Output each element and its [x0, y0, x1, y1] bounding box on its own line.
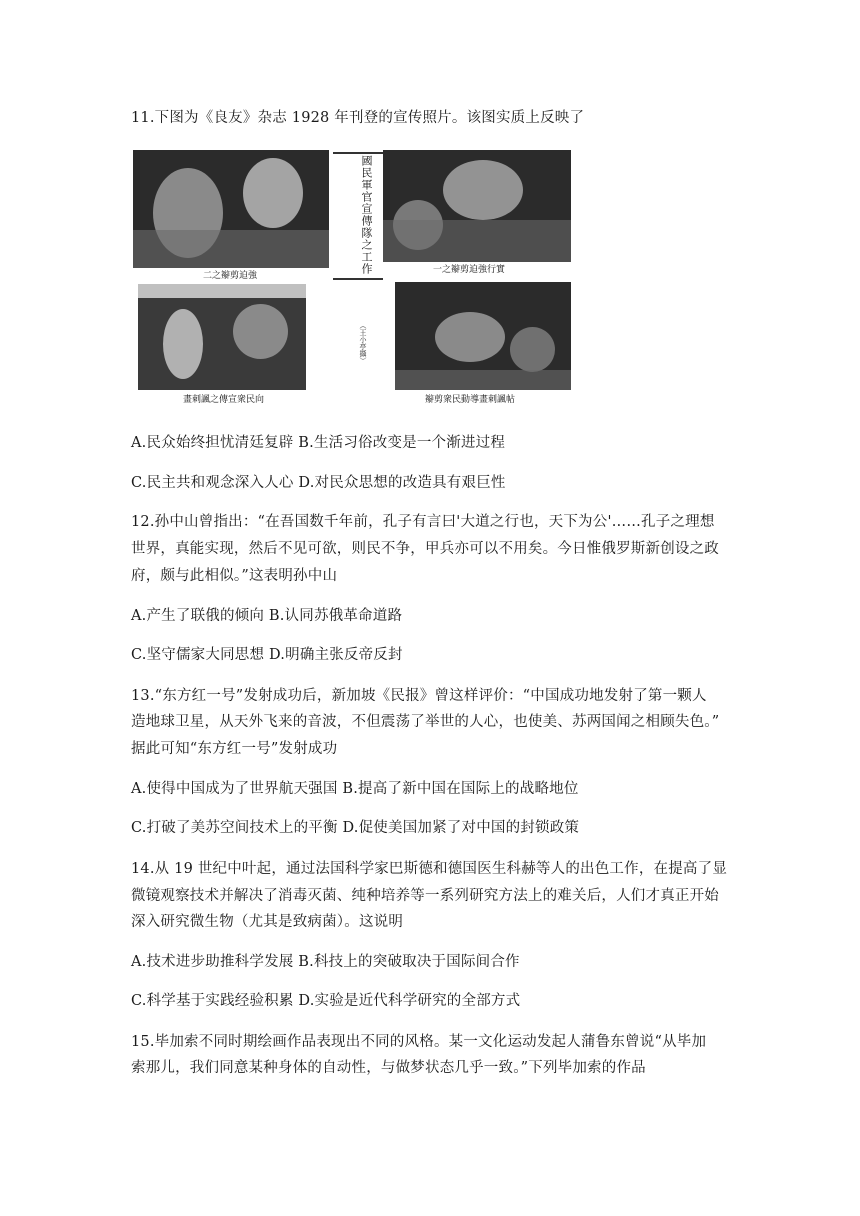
q14-stem-line1: 14.从 19 世纪中叶起，通过法国科学家巴斯德和德国医生科赫等人的出色工作，在提高了显: [131, 861, 728, 877]
caption-top-left: 二之辮剪迫強: [203, 271, 258, 281]
q11-stem: 11.下图为《良友》杂志 1928 年刊登的宣传照片。该图实质上反映了: [131, 110, 585, 126]
photo-bottom-right: [395, 282, 571, 390]
q14-stem-line3: 深入研究微生物（尤其是致病菌）。这说明: [131, 914, 404, 930]
photo-top-right: [383, 150, 571, 262]
q12-options-cd: C.坚守儒家大同思想 D.明确主张反帝反封: [131, 647, 403, 663]
q12-options-ab: A.产生了联俄的倾向 B.认同苏俄革命道路: [131, 608, 403, 624]
figure-center-small-text: （王小亭攝）: [359, 322, 367, 364]
q11-options-cd: C.民主共和观念深入人心 D.对民众思想的改造具有艰巨性: [131, 475, 506, 491]
q14-options-ab: A.技术进步助推科学发展 B.科技上的突破取决于国际间合作: [131, 954, 520, 970]
caption-bottom-right: 辮剪衆民動導畫刺諷帖: [425, 395, 516, 405]
q13-stem-line1: 13.“东方红一号”发射成功后，新加坡《民报》曾这样评价：“中国成功地发射了第一颗人: [131, 688, 707, 704]
photo-bottom-left: [138, 284, 306, 390]
q12-stem-line2: 世界，真能实现，然后不见可欲，则民不争，甲兵亦可以不用矣。今日惟俄罗斯新创设之政: [131, 541, 719, 557]
caption-top-right: 一之辮剪迫強行實: [433, 265, 506, 275]
q14-stem-line2: 微镜观察技术并解决了消毒灭菌、纯种培养等一系列研究方法上的难关后，人们才真正开始: [131, 888, 719, 904]
q12-stem-line1: 12.孙中山曾指出：“在吾国数千年前，孔子有言曰'大道之行也，天下为公'……孔子之理想: [131, 514, 715, 530]
q12-stem-line3: 府，颇与此相似。”这表明孙中山: [131, 568, 338, 584]
photo-top-left: [133, 150, 329, 268]
q15-stem-line2: 索那儿，我们同意某种身体的自动性，与做梦状态几乎一致。”下列毕加索的作品: [131, 1060, 646, 1076]
q13-options-ab: A.使得中国成为了世界航天强国 B.提高了新中国在国际上的战略地位: [131, 781, 579, 797]
caption-bottom-left: 畫刺諷之傳宣衆民向: [183, 395, 265, 405]
q13-stem-line2: 造地球卫星，从天外飞来的音波，不但震荡了举世的人心，也使美、苏两国闻之相顾失色。”: [131, 714, 720, 730]
q15-stem-line1: 15.毕加索不同时期绘画作品表现出不同的风格。某一文化运动发起人蒲鲁东曾说“从毕加: [131, 1034, 707, 1050]
q13-stem-line3: 据此可知“东方红一号”发射成功: [131, 741, 338, 757]
q13-options-cd: C.打破了美苏空间技术上的平衡 D.促使美国加紧了对中国的封锁政策: [131, 820, 580, 836]
q11-propaganda-photo-figure: [133, 150, 571, 405]
q14-options-cd: C.科学基于实践经验积累 D.实验是近代科学研究的全部方式: [131, 993, 521, 1009]
figure-center-title: 國民軍官宣傳隊之工作: [360, 155, 373, 275]
q11-options-ab: A.民众始终担忧清廷复辟 B.生活习俗改变是一个渐进过程: [131, 435, 506, 451]
